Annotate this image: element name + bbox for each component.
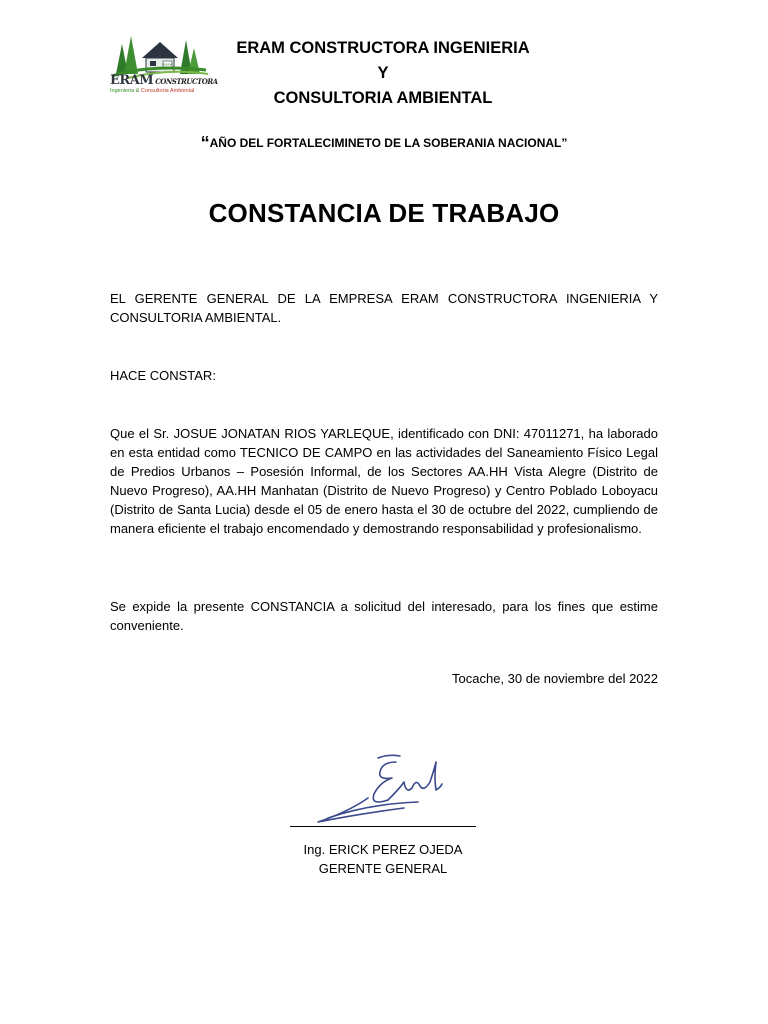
motto-text: AÑO DEL FORTALECIMINETO DE LA SOBERANIA NACIONAL	[209, 136, 562, 150]
logo-brand	[110, 73, 218, 88]
signer-name: Ing. ERICK PEREZ OJEDA	[303, 842, 463, 857]
handwritten-signature-icon	[308, 748, 458, 826]
logo-brand-suffix: CONSTRUCTORA	[155, 77, 218, 86]
document-title: CONSTANCIA DE TRABAJO	[208, 198, 560, 228]
logo-brand-name: ERAM	[110, 73, 154, 88]
intro-paragraph: EL GERENTE GENERAL DE LA EMPRESA ERAM CONSTRUCTORA INGENIERIA Y CONSULTORIA AMBIENTAL.	[110, 291, 658, 325]
main-paragraph: Que el Sr. JOSUE JONATAN RIOS YARLEQUE, identificado con DNI: 47011271, ha laborado en esta entidad como TECNICO DE CAMPO en las actividades del Saneamiento Físico Legal de Predios Urbanos – Posesión Informal, de los Sectores AA.HH Vista Alegre (Distrito de Nuevo Progreso), AA.HH Manhatan (Distrito de Nuevo Progreso) y Centro Poblado Loboyacu (Distrito de Santa Lucia) desde el 05 de enero hasta el 30 de octubre del 2022, cumpliendo de manera eficiente el trabajo encomendado y demostrando responsabilidad y profesionalismo.	[110, 426, 658, 536]
logo-sign-text: ERAM	[163, 62, 172, 67]
company-name	[230, 36, 536, 111]
logo-tagline-a: Ingenieria	[110, 88, 135, 94]
signer-block	[290, 840, 476, 878]
hace-constar-label: HACE CONSTAR:	[110, 368, 216, 383]
motto-open-quote: “	[200, 133, 210, 153]
signature-line	[290, 826, 476, 827]
company-name-line2: CONSULTORIA AMBIENTAL	[273, 89, 493, 107]
logo-tagline	[110, 88, 194, 94]
logo-tagline-amp: &	[135, 88, 140, 94]
company-name-line1: ERAM CONSTRUCTORA INGENIERIA Y	[236, 39, 530, 82]
year-motto	[110, 133, 658, 154]
document-date: Tocache, 30 de noviembre del 2022	[452, 671, 658, 686]
company-logo	[108, 30, 218, 98]
motto-close-quote: ”	[561, 136, 568, 150]
logo-tagline-b: Consultoria Ambiental	[140, 88, 195, 94]
closing-paragraph: Se expide la presente CONSTANCIA a solicitud del interesado, para los fines que estime conveniente.	[110, 599, 658, 633]
signer-role: GERENTE GENERAL	[318, 861, 448, 876]
